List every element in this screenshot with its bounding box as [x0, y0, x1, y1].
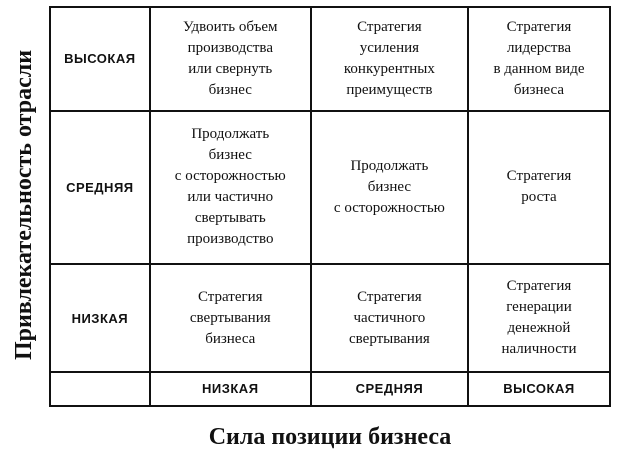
empty-corner-cell — [50, 372, 150, 406]
matrix-row-high — [50, 7, 610, 111]
row-label-high: ВЫСОКАЯ — [50, 7, 150, 111]
cell-low-medium: Стратегия частичного свертывания — [311, 264, 468, 372]
y-axis-title: Привлекательность отрасли — [11, 49, 37, 361]
strategy-matrix — [49, 6, 611, 407]
cell-high-low: Удвоить объем производства или свернуть бизнес — [150, 7, 311, 111]
cell-low-high: Стратегия генерации денежной наличности — [468, 264, 610, 372]
matrix-row-medium — [50, 111, 610, 265]
row-label-medium: СРЕДНЯЯ — [50, 111, 150, 265]
row-label-low: НИЗКАЯ — [50, 264, 150, 372]
cell-high-high: Стратегия лидерства в данном виде бизнеса — [468, 7, 610, 111]
cell-high-medium: Стратегия усиления конкурентных преимуществ — [311, 7, 468, 111]
matrix-row-low — [50, 264, 610, 372]
column-labels-row — [50, 372, 610, 406]
column-label-medium: СРЕДНЯЯ — [311, 372, 468, 406]
column-label-low: НИЗКАЯ — [150, 372, 311, 406]
cell-medium-low: Продолжать бизнес с осторожностью или частично свертывать производство — [150, 111, 311, 265]
cell-medium-high: Стратегия роста — [468, 111, 610, 265]
cell-medium-medium: Продолжать бизнес с осторожностью — [311, 111, 468, 265]
cell-low-low: Стратегия свертывания бизнеса — [150, 264, 311, 372]
x-axis-title: Сила позиции бизнеса — [208, 424, 452, 450]
column-label-high: ВЫСОКАЯ — [468, 372, 610, 406]
